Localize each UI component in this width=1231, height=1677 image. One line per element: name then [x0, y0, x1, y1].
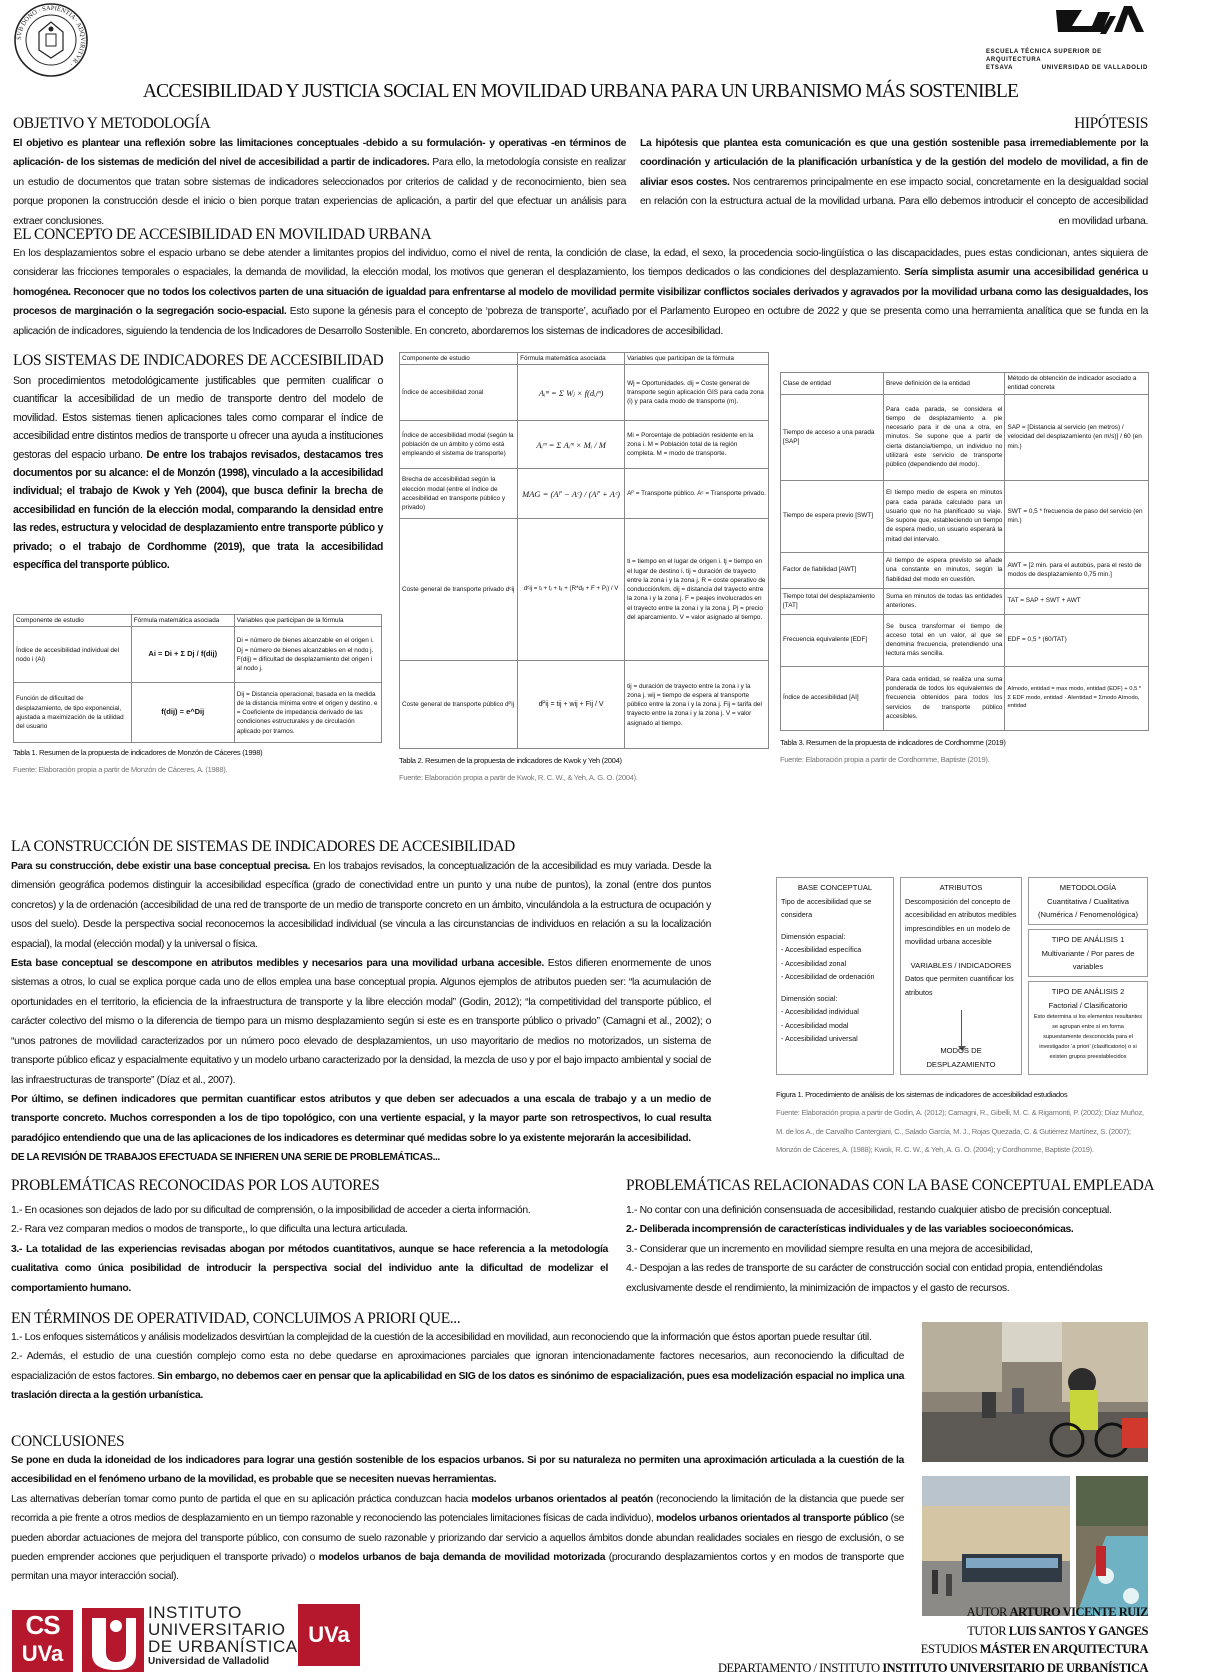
table-header: Variables que participan de la fórmula [234, 615, 381, 627]
table-cell: Para cada parada, se considera el tiempo de desplazamiento a pie necesario para ir de una a otra, en minutos. Se supone que a partir de cierta distancia/tiempo, un individuo no utilizará este servicio de transporte público (dependiendo del modo). [884, 394, 1005, 480]
operatividad-title: EN TÉRMINOS DE OPERATIVIDAD, CONCLUIMOS A PRIORI QUE... [11, 1310, 904, 1327]
table-header: Variables que participan de la fórmula [625, 353, 769, 365]
table-cell: Di = número de bienes alcanzable en el origen i. Dj = número de bienes alcanzables en el nodo j. F(dij) = dificultad de desplazamiento del origen i al nodo j. [234, 627, 381, 683]
diagram-variables-title: VARIABLES / INDICADORES [905, 959, 1017, 973]
diagram-base-line: - Accesibilidad universal [781, 1032, 889, 1046]
table-cell: Tiempo de acceso a una parada [SAP] [781, 394, 884, 480]
conclusiones-t3: (se pueden abordar actuaciones de mejora del transporte público, con consumo de suelo razonable y priorizando dar servicio a aquellos ámbitos donde abundan realidades sociales en riesgo de exclusión, o se pueden emprender acciones que perjudiquen el transporte privado) o [11, 1513, 904, 1563]
etsava-logo [1052, 2, 1148, 42]
table-cell: Wj = Oportunidades. dij = Coste general de transporte según aplicación GIS para cada zona (i) y para cada modo de transporte (m). [625, 365, 769, 421]
table-row [14, 683, 382, 743]
sistemas-text [13, 372, 383, 574]
formula-cell: dᴾij = tij + wij + Fij / V [518, 661, 625, 749]
diagram-atributos-title: ATRIBUTOS [905, 881, 1017, 895]
diagram-metodologia-l2: (Numérica / Fenomenológica) [1033, 908, 1143, 922]
diagram-base-line: - Accesibilidad zonal [781, 957, 889, 971]
table-cell: Función de dificultad de desplazamiento, de tipo exponencial, ajustada a maximización de la utilidad del usuario [14, 683, 132, 743]
table-cell: Se busca transformar el tiempo de acceso total en un valor, al que se denomina frecuencia, pretendiendo una lectura más sencilla. [884, 614, 1005, 666]
table-cell: Al tiempo de espera previsto se añade una constante en minutos, según la fiabilidad del modo en cuestión. [884, 552, 1005, 588]
formula-cell: Aᵢᵐ = Σ Wⱼ × f(dᵢⱼᵐ) [518, 365, 625, 421]
table-header: Componente de estudio [400, 353, 518, 365]
etsava-line2 [986, 64, 1148, 72]
iu-line4: Universidad de Valladolid [148, 1655, 298, 1668]
objetivo-text [13, 134, 626, 231]
construccion-title: LA CONSTRUCCIÓN DE SISTEMAS DE INDICADORES DE ACCESIBILIDAD [11, 838, 711, 855]
photo-tram [922, 1476, 1070, 1616]
diagram-base-line: - Accesibilidad de ordenación [781, 970, 889, 984]
objetivo-title: OBJETIVO Y METODOLOGÍA [13, 115, 626, 132]
figure1-caption: Figura 1. Procedimiento de análisis de los sistemas de indicadores de accesibilidad estudiados [776, 1088, 1148, 1101]
table-cell: Índice de accesibilidad modal (según la población de un ámbito y cómo está empleando el sistema de transporte) [400, 421, 518, 469]
diagram-metodologia-title: METODOLOGÍA [1033, 881, 1143, 895]
table-cell: Suma en minutos de todas las entidades anteriores. [884, 588, 1005, 614]
table3-wrap [780, 372, 1149, 766]
diagram-arrow [961, 1010, 962, 1048]
conclusiones-title: CONCLUSIONES [11, 1433, 904, 1450]
table-row [781, 614, 1149, 666]
diagram-base-line: Dimensión social: [781, 992, 889, 1006]
tutor-name: LUIS SANTOS Y GANGES [1009, 1624, 1148, 1638]
table-header: Clase de entidad [781, 373, 884, 395]
concepto-section [13, 226, 1148, 341]
table1 [13, 614, 382, 743]
concepto-body2: Esto supone la génesis para el concepto de ‘pobreza de transporte’, acuñado por el Parlamento Europeo en octubre de 2022 y que se presenta como una herramienta analítica que se funda en la aplicación de indicadores, siguiendo la tendencia de los Indicadores de Desarrollo Sostenible. En concreto, abordaremos los sistemas de indicadores de accesibilidad. [13, 306, 1148, 336]
formula-cell: dᶜij = tᵢ + tⱼ + tᵢⱼ + (R*dᵢⱼ + F + Pⱼ) / V [518, 519, 625, 661]
operatividad-section [11, 1310, 904, 1406]
iu-line3: DE URBANÍSTICA [148, 1638, 298, 1655]
conclusiones-t2: (reconociendo la limitación de la distancia que puede ser recorrida a pie frente a otros medios de desplazamiento en un tiempo razonable y reconociendo las potenciales limitaciones físicas de cada individuo), [11, 1494, 904, 1524]
estudios-name: MÁSTER EN ARQUITECTURA [980, 1642, 1148, 1656]
table-header: Fórmula matemática asociada [131, 615, 234, 627]
table-cell: Dij = Distancia operacional, basada en la medida de la distancia mínima entre el origen y destino. e = Coeficiente de impedancia derivado de las condiciones estructurales y de circulación aplicado por tramos. [234, 683, 381, 743]
table-row [781, 552, 1149, 588]
objetivo-body: Para ello, la metodología consiste en realizar un estudio de documentos que tratan sobre sistemas de indicadores seleccionados por criterios de calidad y de reconocimiento, bien sea porque proponen la construcción desde el inicio o bien porque tratan experiencias de aplicación, a partir del que efectuar un análisis para extraer conclusiones. [13, 157, 626, 226]
construccion-p2-body: Estos difieren enormemente de unos sistemas a otros, lo cual se explica porque cada uno de ellos emplea una base conceptual propia. Algunos ejemplos de atributos pueden ser: “la acumulación de oportunidades en el territorio, la eficiencia de la infraestructura de transporte y la libre elección modal” (Godin, 2012); “la competitividad del transporte público, el carácter colectivo del mismo o la diferencia de tiempo para un mismo desplazamiento según si este es en transporte público o privado” (Camagni et al., 2002); o “unos patrones de movilidad caracterizados por un número poco elevado de desplazamientos, un uso mayoritario de medios no motorizados, un sistema de transporte público eficaz y espacialmente equitativo y un modelo urbano caracterizado por la densidad, la mezcla de uso y por el bajo impacto ambiental y social de las infraestructuras de transporte” (Díaz et al., 2007). [11, 958, 711, 1085]
diagram-analisis1-text: Multivariante / Por pares de variables [1033, 947, 1143, 974]
photo-street [1076, 1476, 1148, 1616]
table3 [780, 372, 1149, 731]
construccion-p1-bold: Para su construcción, debe existir una base conceptual precisa. [11, 861, 310, 872]
formula-cell: f(dij) = e^Dij [131, 683, 234, 743]
list-item: 1.- No contar con una definición consensuada de accesibilidad, restando cualquier atisbo de precisión conceptual. [626, 1201, 1148, 1220]
table-cell: Coste general de transporte privado dᶜij [400, 519, 518, 661]
construccion-p3: Por último, se definen indicadores que permitan cuantificar estos atributos y que deben ser adecuados a una escala de trabajo y a un medio de transporte concreto. Muchos corresponden a los de tipo topológico, con una vertiente espacial, y la mayor parte son retrospectivos, lo cual resulta paradójico entendiendo que una de las aplicaciones de los indicadores es determinar qué medidas sobre lo ya existente mejorarán la accesibilidad. [11, 1090, 711, 1148]
concepto-bold: Sería simplista asumir una accesibilidad genérica u homogénea. Reconocer que no todos los colectivos parten de una situación de igualdad para enfrentarse al modelo de movilidad permite visibilizar conflictos sociales derivados y agravados por la movilidad urbana como las desigualdades, los procesos de marginación o la segregación socio-espacial. [13, 267, 1148, 317]
conclusiones-section [11, 1433, 904, 1587]
conclusiones-b2: modelos urbanos orientados al transporte público [656, 1513, 888, 1524]
table-header-row [14, 615, 382, 627]
list-item: 1.- En ocasiones son dejados de lado por su dificultad de comprensión, o la imposibilidad de acceder a cierta información. [11, 1201, 608, 1220]
depto-name: INSTITUTO UNIVERSITARIO DE URBANÍSTICA [882, 1661, 1148, 1675]
construccion-p1 [11, 857, 711, 954]
construccion-p2 [11, 954, 711, 1090]
hipotesis-bold: La hipótesis que plantea esta comunicación es que una gestión sostenible pasa irremediablemente por la coordinación y articulación de la planificación urbanística y de la gestión del modelo de movilidad, a fin de aliviar esos costes. [640, 138, 1148, 188]
formula-cell: Ai = Di + Σ Dj / f(dij) [131, 627, 234, 683]
table-header-row [400, 353, 769, 365]
diagram-atributos-box [900, 877, 1022, 1075]
concepto-text [13, 244, 1148, 341]
table-cell: Tiempo total del desplazamiento [TAT] [781, 588, 884, 614]
table1-wrap [13, 614, 382, 776]
operatividad-i2-body: 2.- Además, el estudio de una cuestión complejo como esta no debe quedarse en aproximaciones parciales que ignoran intencionadamente factores necesarios, aun reconociendo la dificultad de espacialización de estos factores. [11, 1351, 904, 1381]
diagram-base-title: BASE CONCEPTUAL [781, 881, 889, 895]
credit-depto [620, 1659, 1148, 1677]
hipotesis-section [640, 115, 1148, 231]
diagram-analisis1-box [1028, 929, 1148, 977]
iu-line1: INSTITUTO [148, 1604, 298, 1621]
diagram-base-line: - Accesibilidad modal [781, 1019, 889, 1033]
uva-logo-box: UVa [298, 1604, 360, 1666]
credit-estudios [620, 1640, 1148, 1659]
procedure-diagram [776, 877, 1148, 1077]
construccion-section [11, 838, 711, 1168]
etsava-caption [986, 48, 1148, 72]
objetivo-section [13, 115, 626, 231]
table-cell: El tiempo medio de espera en minutos para cada parada calculado para un usuario que no ha planificado su viaje. Se supone que, estableciendo un tiempo de espera medio, un usuario esperará la mitad del intervalo. [884, 480, 1005, 552]
diagram-base-line: Tipo de accesibilidad que se considera [781, 895, 889, 922]
diagram-analisis2-title: TIPO DE ANÁLISIS 2 [1033, 985, 1143, 999]
table-header-row [781, 373, 1149, 395]
table2-source: Fuente: Elaboración propia a partir de Kwok, R. C. W., & Yeh, A. G. O. (2004). [399, 771, 769, 784]
list-item: 2.- Rara vez comparan medios o modos de transporte,, lo que dificulta una lectura articulada. [11, 1220, 608, 1239]
conclusiones-bold: Se pone en duda la idoneidad de los indicadores para lograr una gestión sostenible de los espacios urbanos. Si por su naturaleza no permiten una aproximación articulada a la cuestión de la accesibilidad en el fenómeno urbano de la movilidad, es probable que se necesiten nuevas herramientas. [11, 1451, 904, 1490]
iu-logo-text [148, 1604, 298, 1668]
table-cell: AWT = [2 min. para el autobús, para el resto de modos de desplazamiento 0,75 min.] [1005, 552, 1149, 588]
table-cell: Tiempo de espera previo [SWT] [781, 480, 884, 552]
table2 [399, 352, 769, 749]
table-cell: ti = tiempo en el lugar de origen i. tj = tiempo en el lugar de destino i. tij = duración de trayecto entre la zona i y la zona j. R = coste operativo de conducción/km. dij = distancia del trayecto entre la zona i y la zona j. F = peajes involucrados en el trayecto entre la zona i y la zona j. Pj = precio del aparcamiento. V = valor asignado al tiempo. [625, 519, 769, 661]
diagram-analisis1-title: TIPO DE ANÁLISIS 1 [1033, 933, 1143, 947]
iu-logo-mark [82, 1608, 144, 1672]
prob-base-section [626, 1177, 1148, 1298]
conclusiones-b1: modelos urbanos orientados al peatón [471, 1494, 653, 1505]
prob-base-title: PROBLEMÁTICAS RELACIONADAS CON LA BASE CONCEPTUAL EMPLEADA [626, 1177, 1148, 1194]
etsava-univ: UNIVERSIDAD DE VALLADOLID [1042, 64, 1148, 72]
credit-tutor [620, 1622, 1148, 1641]
table-cell: SAP = [Distancia al servicio (en metros) / velocidad del desplazamiento (en m/s)] / 60 (en min.) [1005, 394, 1149, 480]
sistemas-section [13, 352, 383, 575]
list-item: 3.- Considerar que un incremento en movilidad siempre resulta en una mejora de accesibilidad, [626, 1240, 1148, 1259]
etsava-line1: ESCUELA TÉCNICA SUPERIOR DE ARQUITECTURA [986, 48, 1148, 64]
table-cell: Para cada entidad, se realiza una suma ponderada de todos los equivalentes de frecuencia obtenidos para todos los servicios de transporte público accesibles. [884, 666, 1005, 730]
table-cell: Coste general de transporte público dᴾij [400, 661, 518, 749]
diagram-metodologia-l1: Cuantitativa / Cualitativa [1033, 895, 1143, 909]
table3-caption: Tabla 3. Resumen de la propuesta de indicadores de Cordhomme (2019) [780, 736, 1149, 749]
hipotesis-title: HIPÓTESIS [640, 115, 1148, 132]
table2-caption: Tabla 2. Resumen de la propuesta de indicadores de Kwok y Yeh (2004) [399, 754, 769, 767]
sistemas-body: Son procedimientos metodológicamente justificables que permiten cualificar o cuantificar la accesibilidad de un medio de transporte dentro del modelo de movilidad. Estos sistemas tienen aplicaciones tales como comparar el índice de accesibilidad entre distintos medios de transporte u ofrecer una ayuda a instituciones gestoras del espacio urbano. [13, 375, 383, 461]
poster-title: ACCESIBILIDAD Y JUSTICIA SOCIAL EN MOVILIDAD URBANA PARA UN URBANISMO MÁS SOSTENIBLE [0, 81, 1161, 103]
conclusiones-t1: Las alternativas deberían tomar como punto de partida el que en su aplicación práctica conduzcan hacia [11, 1494, 471, 1505]
conclusiones-b3: modelos urbanos de baja demanda de movilidad motorizada [319, 1552, 606, 1563]
table-cell: Frecuencia equivalente [EDF] [781, 614, 884, 666]
hipotesis-body: Nos centraremos principalmente en ese impacto social, concretamente en la desigualdad social en relación con la estructura actual de la movilidad urbana. Para ello debemos introducir el concepto de accesibilidad en movilidad urbana. [640, 177, 1148, 227]
table3-source: Fuente: Elaboración propia a partir de Cordhomme, Baptiste (2019). [780, 753, 1149, 766]
table-cell: EDF = 0,5 * (60/TAT) [1005, 614, 1149, 666]
objetivo-bold: El objetivo es plantear una reflexión sobre las limitaciones conceptuales -debido a su formulación- y operativas -en términos de aplicación- de los sistemas de medición del nivel de accesibilidad a partir de indicadores. [13, 138, 626, 168]
table-row [781, 480, 1149, 552]
concepto-body1: En los desplazamientos sobre el espacio urbano se debe atender a limitantes propios del individuo, como el nivel de renta, la condición de clase, la edad, el sexo, la procedencia socio-lingüística o las discapacidades, pues estas condicionan, antes siquiera de considerar las fricciones temporales o espaciales, la demanda de movilidad, la elección modal, los motivos que generan el desplazamiento, los tiempos dedicados o las condiciones del desplazamiento. [13, 248, 1148, 278]
diagram-base-line: - Accesibilidad individual [781, 1005, 889, 1019]
formula-cell: Aᵢᵐ = Σ Aᵢᵐ × Mᵢ / M [518, 421, 625, 469]
estudios-label: ESTUDIOS [921, 1642, 977, 1656]
table-cell: AImodo, entidad = max modo, entidad (EDF) + 0,5 * Σ EDF modo, entidad · AIentidad = Σmodo AImodo, entidad [1005, 666, 1149, 730]
table-row [781, 394, 1149, 480]
concepto-title: EL CONCEPTO DE ACCESIBILIDAD EN MOVILIDAD URBANA [13, 226, 1148, 243]
university-seal [13, 2, 89, 78]
diagram-analisis2-l1: Factorial / Clasificatorio [1033, 999, 1143, 1013]
depto-label: DEPARTAMENTO / INSTITUTO [718, 1661, 880, 1675]
etsava-abbr: ETSAVA [986, 64, 1013, 72]
table-cell: SWT = 0,5 * frecuencia de paso del servicio (en min.) [1005, 480, 1149, 552]
table-header: Componente de estudio [14, 615, 132, 627]
credits [620, 1603, 1148, 1677]
list-item: 3.- La totalidad de las experiencias revisadas abogan por métodos cuantitativos, aunque se hace referencia a la metodología cualitativa como única posibilidad de introducir la perspectiva social del individuo ante la dificultad de modelizar el comportamiento humano. [11, 1240, 608, 1298]
diagram-variables-text: Datos que permiten cuantificar los atributos [905, 972, 1017, 999]
table-row [14, 627, 382, 683]
diagram-modos: MODOS DE DESPLAZAMIENTO [905, 1044, 1017, 1071]
table-cell: Índice de accesibilidad [AI] [781, 666, 884, 730]
table-row [781, 588, 1149, 614]
prob-autores-section [11, 1177, 608, 1298]
diagram-base-line: - Accesibilidad específica [781, 943, 889, 957]
table-header: Método de obtención de indicador asociado a entidad concreta [1005, 373, 1149, 395]
table-cell: Índice de accesibilidad zonal [400, 365, 518, 421]
construccion-p2-bold: Esta base conceptual se descompone en atributos medibles y necesarios para una movilidad urbana accesible. [11, 958, 544, 969]
table-cell: TAT = SAP + SWT + AWT [1005, 588, 1149, 614]
credit-autor [620, 1603, 1148, 1622]
sistemas-bold: De entre los trabajos revisados, destacamos tres documentos por su alcance: el de Monzón (1998), vinculado a la accesibilidad individual; el trabajo de Kwok y Yeh (2004), que busca definir la brecha de accesibilidad en función de la elección modal, comparando la densidad entre las redes, estructura y velocidad de desplazamiento entre transporte público y privado; o el trabajo de Cordhomme (2019), que trata la accesibilidad específica del transporte público. [13, 449, 383, 571]
cs-logo-text: CS [12, 1610, 73, 1640]
table-row [400, 519, 769, 661]
tutor-label: TUTOR [967, 1624, 1006, 1638]
diagram-base-line: Dimensión espacial: [781, 930, 889, 944]
table-cell: Aᴾ = Transporte público. Aᶜ = Transporte privado. [625, 469, 769, 519]
table-row [400, 365, 769, 421]
table-row [781, 666, 1149, 730]
svg-text:SVB DONO · SAPIENTIA · ADQVIRI: SVB DONO · SAPIENTIA · ADQVIRITVR · [16, 5, 86, 68]
conclusiones-text [11, 1490, 904, 1587]
construccion-p1-body: En los trabajos revisados, la conceptualización de la accesibilidad es muy variada. Desde la dimensión geográfica podemos distinguir la accesibilidad específica (grado de conectividad entre un punto y una nube de puntos), la zonal (entre dos puntos concretos) y la de ordenación (accesibilidad de una red de transporte de un medio de transporte concreto en un ámbito, vinculándola a la estructura de ocupación y usos del suelo). Desde la perspectiva social reconocemos la accesibilidad individual (se vincula a las circunstancias de individuos en relación a su la localización espacial), la modal (elección modal) y la universal o física. [11, 861, 711, 950]
figure1-caption-wrap [776, 1088, 1148, 1160]
sistemas-title: LOS SISTEMAS DE INDICADORES DE ACCESIBILIDAD [13, 352, 383, 369]
cs-uva-logo [12, 1610, 73, 1672]
autor-name: ARTURO VICENTE RUIZ [1010, 1605, 1148, 1619]
table-cell: tij = duración de trayecto entre la zona i y la zona j. wij = tiempo de espera al transporte público entre la zona i y la zona j. Fij = tarifa del trayecto entre la zona i y la zona j. V = valor asignado al tiempo. [625, 661, 769, 749]
conclusiones-t4: (procurando desplazamientos cortos y en modos de transporte que permitan una mayor interacción social). [11, 1552, 904, 1582]
list-item: 4.- Despojan a las redes de transporte de su carácter de construcción social con entidad propia, entendiéndolas exclusivamente desde el rendimiento, la minimización de impactos y el gasto de recursos. [626, 1259, 1148, 1298]
diagram-metodologia-box [1028, 877, 1148, 925]
table-cell: Mi = Porcentaje de población residente en la zona i. M = Población total de la región completa. M = modo de transporte. [625, 421, 769, 469]
table-cell: Factor de fiabilidad [AWT] [781, 552, 884, 588]
table1-caption: Tabla 1. Resumen de la propuesta de indicadores de Monzón de Cáceres (1998) [13, 746, 382, 759]
table-row [400, 661, 769, 749]
figure1-source: Fuente: Elaboración propia a partir de Godin, A. (2012); Camagni, R., Gibelli, M. C. & Rigamonti, P. (2002); Díaz Muñoz, M. de los A., de Carvalho Cantergiani, C., Salado García, M. J., Rojas Quezada, C. & Gutiérrez Martínez, S. (2007); Monzón de Cáceres, A. (1988); Kwok, R. C. W., & Yeh, A. G. O. (2004); y Cordhomme, Baptiste (2019). [776, 1104, 1148, 1160]
construccion-p4: DE LA REVISIÓN DE TRABAJOS EFECTUADA SE INFIEREN UNA SERIE DE PROBLEMÁTICAS... [11, 1148, 711, 1167]
list-item: 1.- Los enfoques sistemáticos y análisis modelizados desvirtúan la complejidad de la cuestión de la accesibilidad en movilidad, aun reconociendo que la información que éstos aportan puede resultar útil. [11, 1328, 904, 1347]
diagram-analisis2-text: Esto determina si los elementos resultantes se agrupan entre sí en forma supuestamente desconocida para el investigador ‘a priori’ (clasificatorio) o si existen grupos preestablecidos [1033, 1012, 1143, 1062]
table2-wrap [399, 352, 769, 784]
list-item [11, 1347, 904, 1405]
table1-source: Fuente: Elaboración propia a partir de Monzón de Cáceres, A. (1988). [13, 763, 382, 776]
diagram-base-box [776, 877, 894, 1075]
table-header: Fórmula matemática asociada [518, 353, 625, 365]
iu-line2: UNIVERSITARIO [148, 1621, 298, 1638]
table-row [400, 421, 769, 469]
hipotesis-text [640, 134, 1148, 231]
autor-label: AUTOR [967, 1605, 1007, 1619]
operatividad-i2-bold: Sin embargo, no debemos caer en pensar que la aplicabilidad en SIG de los datos es sinónimo de espacialización, pues esa modelización espacial no implica una traslación directa a la gestión urbanística. [11, 1371, 904, 1401]
photo-cyclists [922, 1322, 1148, 1462]
diagram-analisis2-box [1028, 981, 1148, 1075]
table-row [400, 469, 769, 519]
list-item: 2.- Deliberada incomprensión de características individuales y de las variables socioeconómicas. [626, 1220, 1148, 1239]
table-cell: Brecha de accesibilidad según la elección modal (entre el índice de accesibilidad en transporte público y privado) [400, 469, 518, 519]
cs-logo-uva: UVa [12, 1640, 73, 1668]
table-cell: Índice de accesibilidad individual del nodo i (Ai) [14, 627, 132, 683]
table-header: Breve definición de la entidad [884, 373, 1005, 395]
prob-autores-title: PROBLEMÁTICAS RECONOCIDAS POR LOS AUTORES [11, 1177, 608, 1194]
formula-cell: MAG = (Aᴾ − Aᶜ) / (Aᴾ + Aᶜ) [518, 469, 625, 519]
diagram-atributos-text: Descomposición del concepto de accesibilidad en atributos medibles imprescindibles en un modelo de movilidad urbana accesible [905, 895, 1017, 949]
